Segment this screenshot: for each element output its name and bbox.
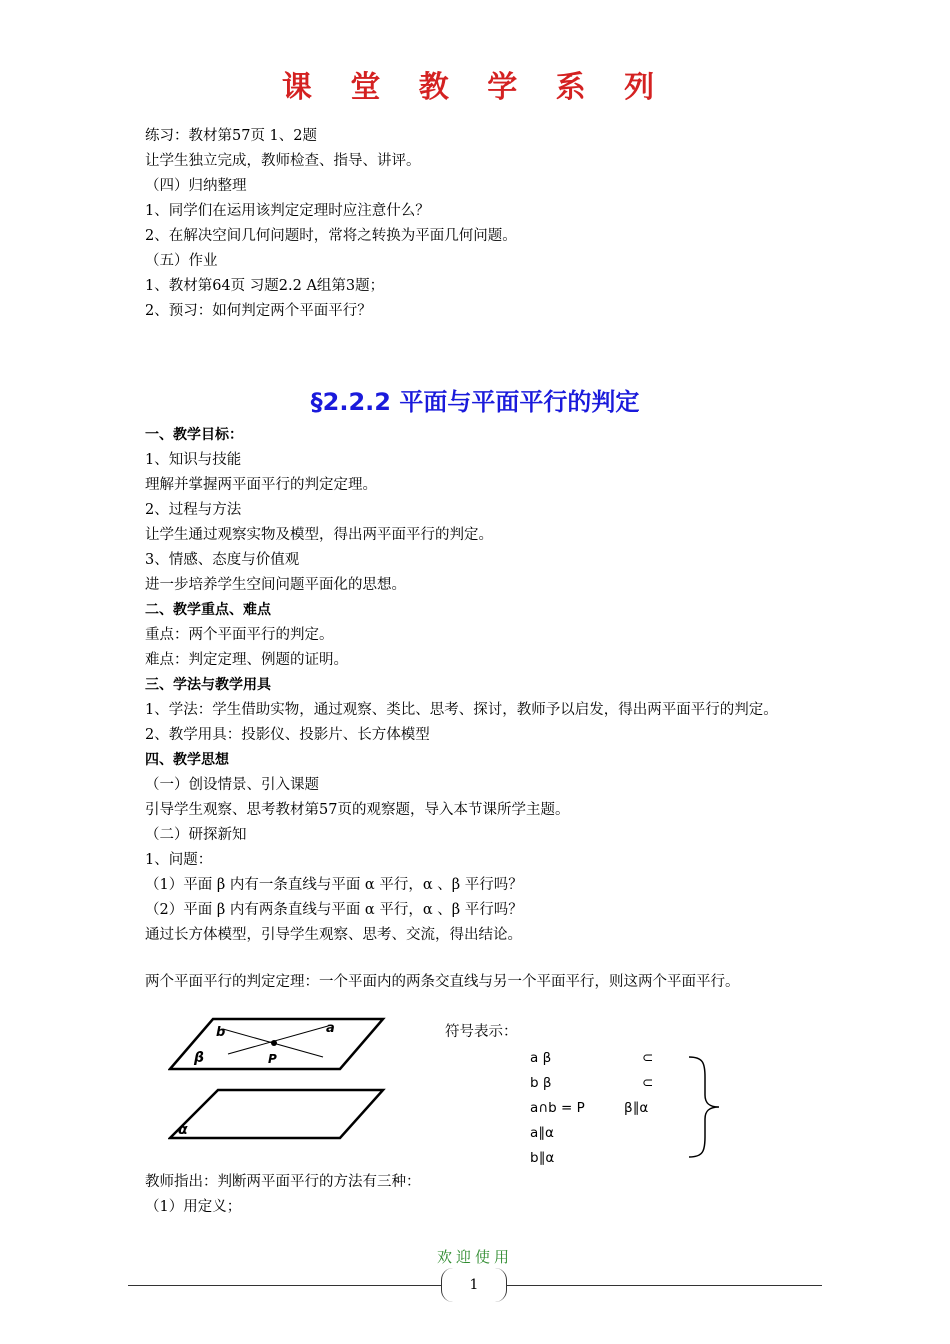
- text-line: 2、预习：如何判定两个平面平行？: [145, 303, 372, 319]
- section-body: [145, 423, 825, 948]
- text-line: 1、学法：学生借助实物，通过观察、类比、思考、探讨，教师予以启发，得出两平面平行的判定。: [145, 702, 778, 718]
- label-alpha: α: [178, 1122, 188, 1138]
- text-line: 练习：教材第57页 1、2题: [145, 128, 318, 144]
- symbol-row-right: ⊂: [642, 1075, 654, 1091]
- top-lines: [145, 124, 825, 324]
- text-line: （1）平面 β 内有一条直线与平面 α 平行，α 、β 平行吗？: [145, 877, 523, 893]
- after-lines: [145, 1170, 825, 1220]
- text-line: 引导学生观察、思考教材第57页的观察题，导入本节课所学主题。: [145, 802, 570, 818]
- text-line: 1、同学们在运用该判定定理时应注意什么？: [145, 203, 430, 219]
- text-line: 理解并掌握两平面平行的判定定理。: [145, 477, 377, 493]
- symbol-row-right: ⊂: [642, 1050, 654, 1066]
- text-line: 重点：两个平面平行的判定。: [145, 627, 334, 643]
- text-line: （二）研探新知: [145, 827, 247, 843]
- text-line: （2）平面 β 内有两条直线与平面 α 平行，α 、β 平行吗？: [145, 902, 523, 918]
- section-heading: 一、教学目标：: [145, 427, 243, 443]
- label-b: b: [216, 1025, 226, 1040]
- text-line: （1）用定义；: [145, 1199, 242, 1215]
- text-line: 1、教材第64页 习题2.2 A组第3题；: [145, 278, 385, 294]
- symbol-row-right: β∥α: [624, 1100, 649, 1116]
- section-heading: 三、学法与教学用具: [145, 677, 271, 693]
- text-line: 3、情感、态度与价值观: [145, 552, 300, 568]
- symbol-label: 符号表示：: [445, 1024, 518, 1040]
- symbol-row-left: b β: [530, 1075, 552, 1091]
- section-heading: 四、教学思想: [145, 752, 229, 768]
- text-line: 让学生独立完成，教师检查、指导、讲评。: [145, 153, 421, 169]
- text-line: 2、在解决空间几何问题时，常将之转换为平面几何问题。: [145, 228, 517, 244]
- text-line: 2、教学用具：投影仪、投影片、长方体模型: [145, 727, 430, 743]
- text-line: 让学生通过观察实物及模型，得出两平面平行的判定。: [145, 527, 493, 543]
- text-line: 通过长方体模型，引导学生观察、思考、交流，得出结论。: [145, 927, 522, 943]
- text-line: 难点：判定定理、例题的证明。: [145, 652, 348, 668]
- symbol-row-left: a∩b = P: [530, 1100, 585, 1116]
- plane-alpha: [170, 1090, 383, 1138]
- text-line: 教师指出：判断两平面平行的方法有三种：: [145, 1174, 421, 1190]
- text-line: 进一步培养学生空间问题平面化的思想。: [145, 577, 406, 593]
- theorem-text: 两个平面平行的判定定理：一个平面内的两条交直线与另一个平面平行，则这两个平面平行。: [145, 974, 740, 990]
- symbol-row-left: b∥α: [530, 1150, 555, 1166]
- parallel-planes-figure: [168, 1014, 388, 1144]
- point-p: [271, 1040, 277, 1046]
- text-line: （四）归纳整理: [145, 178, 247, 194]
- text-line: 1、问题：: [145, 852, 213, 868]
- theorem-block: [145, 970, 825, 995]
- footer-text: 欢迎使用: [436, 1248, 513, 1266]
- section-title: §2.2.2 平面与平面平行的判定: [310, 388, 640, 416]
- text-line: （五）作业: [145, 253, 218, 269]
- line-a: [228, 1026, 328, 1054]
- text-line: 2、过程与方法: [145, 502, 242, 518]
- text-line: 1、知识与技能: [145, 452, 242, 468]
- label-a: a: [326, 1021, 335, 1036]
- header-title: 课 堂 教 学 系 列: [281, 70, 669, 105]
- section-heading: 二、教学重点、难点: [145, 602, 271, 618]
- symbol-row-left: a∥α: [530, 1125, 554, 1141]
- text-line: （一）创设情景、引入课题: [145, 777, 319, 793]
- page-number: 1: [441, 1268, 507, 1302]
- label-beta: β: [194, 1050, 205, 1066]
- label-p: P: [268, 1052, 277, 1066]
- right-brace: [685, 1055, 725, 1159]
- symbol-row-left: a β: [530, 1050, 552, 1066]
